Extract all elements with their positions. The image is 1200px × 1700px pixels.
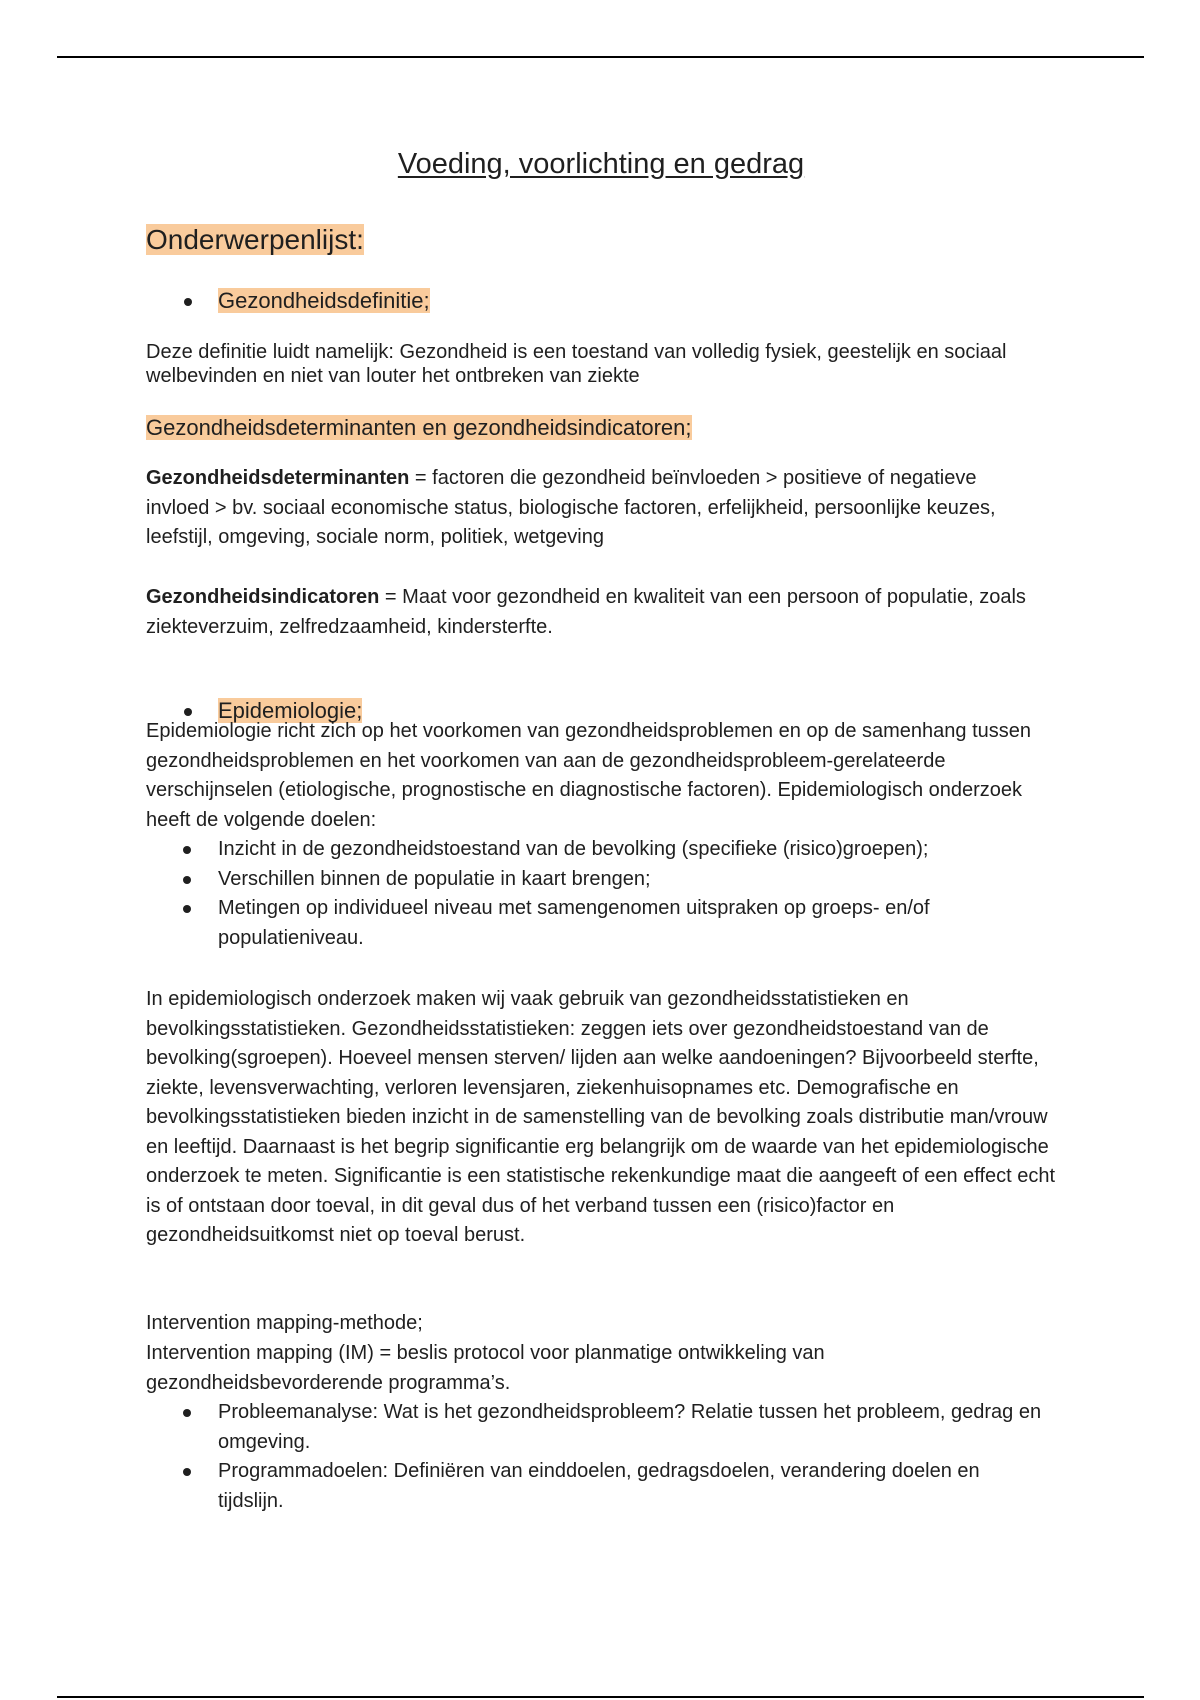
intervention-mapping-definition: Intervention mapping (IM) = beslis protocol voor planmatige ontwikkeling van gezondheidsbevorderende programma’s. [146,1342,825,1394]
list-item: Probleemanalyse: Wat is het gezondheidsprobleem? Relatie tussen het probleem, gedrag en omgeving. [146,1398,1046,1457]
section-heading-epidemiology-text: Epidemiologie; [218,698,363,723]
bottom-divider [57,1696,1144,1698]
topics-heading [146,222,364,258]
indicators-text: = Maat voor gezondheid en kwaliteit van een persoon of populatie, zoals ziekteverzuim, zelfredzaamheid, kindersterfte. [146,586,1026,638]
bullet-icon [184,298,192,306]
section-heading-determinants-text: Gezondheidsdeterminanten en gezondheidsindicatoren; [146,415,692,440]
epidemiology-intro: Epidemiologie richt zich op het voorkomen van gezondheidsproblemen en op de samenhang tussen gezondheidsproblemen en het voorkomen van aan de gezondheidsprobleem-gerelateerde verschijnselen (etiologische, prognostische en diagnostische factoren). Epidemiologisch onderzoek heeft de volgende doelen: [146,720,1032,831]
document-body [146,0,1076,1512]
determinants-term: Gezondheidsdeterminanten [146,467,410,489]
list-item: Metingen op individueel niveau met samengenomen uitspraken op groeps- en/of populatieniveau. [146,894,998,953]
determinants-text: = factoren die gezondheid beïnvloeden > positieve of negatieve invloed > bv. sociaal economische status, biologische factoren, erfelijkheid, persoonlijke keuzes, leefstijl, omgeving, sociale norm, politiek, wetgeving [146,467,996,548]
list-item: Inzicht in de gezondheidstoestand van de bevolking (specifieke (risico)groepen); [146,835,1046,865]
epidemiology-goals-list [146,835,1046,953]
list-item: Verschillen binnen de populatie in kaart brengen; [146,865,1046,895]
intervention-mapping-steps [146,1398,1046,1516]
list-item: Programmadoelen: Definiëren van einddoelen, gedragsdoelen, verandering doelen en tijdslijn. [146,1457,1046,1516]
section-heading-definition [146,286,1076,316]
document-title: Voeding, voorlichting en gedrag [397,148,805,180]
bullet-icon [183,1409,191,1417]
bullet-icon [183,905,191,913]
bullet-icon [184,708,192,716]
bullet-icon [183,876,191,884]
section-heading-determinants [146,413,692,443]
bullet-icon [183,846,191,854]
indicators-paragraph [146,583,1026,642]
section-heading-definition-text: Gezondheidsdefinitie; [218,288,430,313]
definition-paragraph: Deze definitie luidt namelijk: Gezondheid is een toestand van volledig fysiek, geestelijk en sociaal welbevinden en niet van louter het ontbreken van ziekte [146,341,1007,387]
bullet-icon [183,1468,191,1476]
epidemiology-body: In epidemiologisch onderzoek maken wij vaak gebruik van gezondheidsstatistieken en bevolkingsstatistieken. Gezondheidsstatistieken: zeggen iets over gezondheidstoestand van de bevolking(sgroepen). Hoeveel mensen sterven/ lijden aan welke aandoeningen? Bijvoorbeeld sterfte, ziekte, levensverwachting, verloren levensjaren, ziekenhuisopnames etc. Demografische en bevolkingsstatistieken bieden inzicht in de samenstelling van de bevolking zoals distributie man/vrouw en leeftijd. Daarnaast is het begrip significantie erg belangrijk om de waarde van het epidemiologische onderzoek te meten. Significantie is een statistische rekenkundige maat die aangeeft of een effect echt is of ontstaan door toeval, in dit geval dus of het verband tussen een (risico)factor en gezondheidsuitkomst niet op toeval berust. [146,988,1056,1246]
determinants-paragraph [146,464,1026,553]
topics-heading-text: Onderwerpenlijst: [146,224,364,255]
indicators-term: Gezondheidsindicatoren [146,586,380,608]
section-heading-intervention-mapping: Intervention mapping-methode; [146,1312,423,1334]
